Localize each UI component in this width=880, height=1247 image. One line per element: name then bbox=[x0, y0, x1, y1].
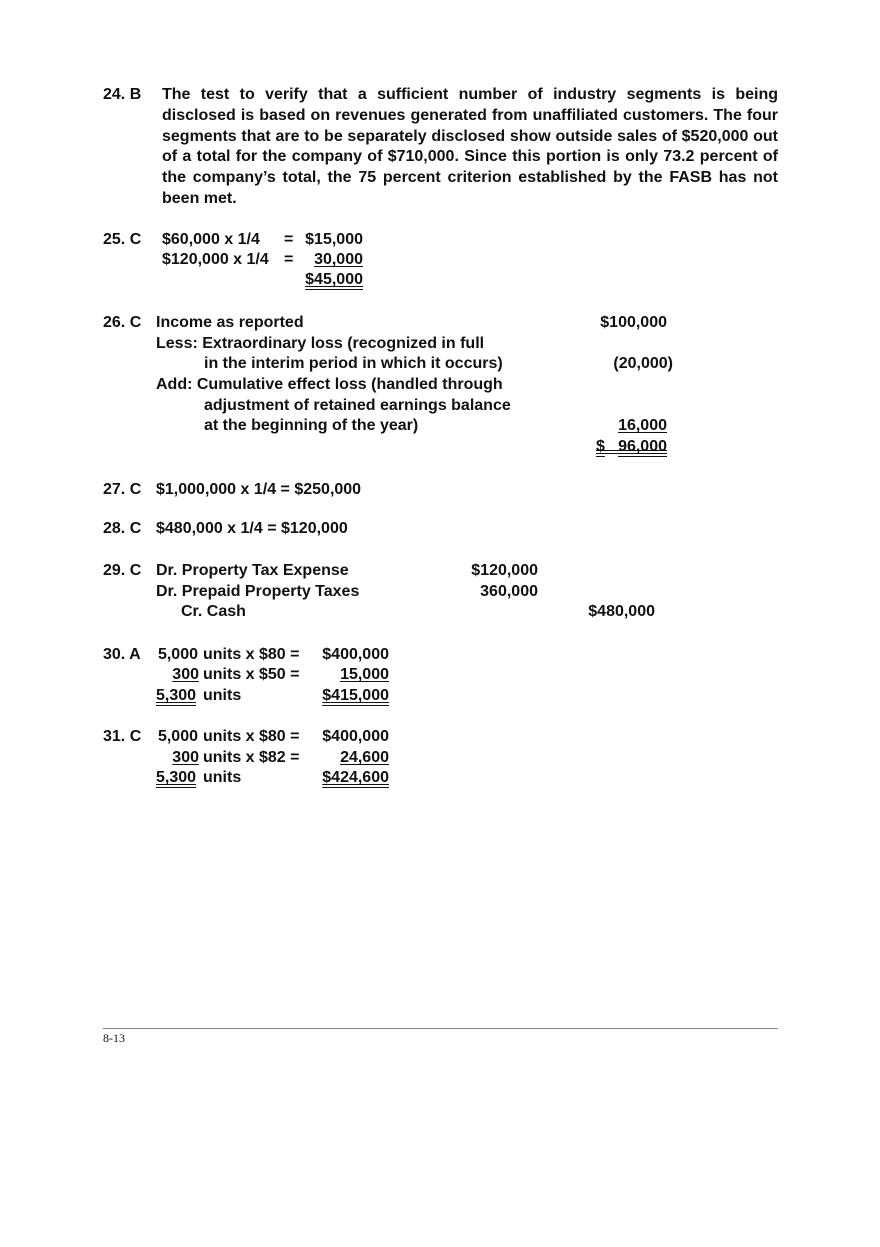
q31-row1-units: 5,000 bbox=[157, 728, 198, 745]
footer-rule bbox=[103, 1028, 778, 1029]
q28-text: $480,000 x 1/4 = $120,000 bbox=[156, 520, 348, 537]
q30-total-value: $415,000 bbox=[322, 687, 389, 704]
q31-row2-units: 300 bbox=[172, 749, 199, 766]
q30-row1-units: 5,000 bbox=[157, 646, 198, 663]
q27-label: 27. C bbox=[103, 481, 142, 498]
q29-entry-2: Dr. Prepaid Property Taxes bbox=[156, 583, 360, 600]
q29-entry-3-value: $480,000 bbox=[588, 603, 655, 620]
q28-label: 28. C bbox=[103, 520, 142, 537]
q30-label: 30. A bbox=[103, 646, 141, 663]
q29-entry-2-value: 360,000 bbox=[480, 583, 538, 600]
q26-value-3: 16,000 bbox=[618, 417, 667, 434]
q29-entry-3: Cr. Cash bbox=[181, 603, 246, 620]
q30-total-text: units bbox=[203, 687, 242, 704]
q25-expr-1: $60,000 x 1/4 bbox=[162, 231, 260, 248]
q26-line-5: adjustment of retained earnings balance bbox=[204, 397, 511, 414]
q31-total-value: $424,600 bbox=[322, 769, 389, 786]
q31-label: 31. C bbox=[103, 728, 142, 745]
q29-entry-1-value: $120,000 bbox=[471, 562, 538, 579]
q30-row1-text: units x $80 = bbox=[203, 646, 300, 663]
q31-row2-units-cell bbox=[156, 748, 199, 768]
q25-value-2: 30,000 bbox=[314, 251, 363, 268]
q27-text: $1,000,000 x 1/4 = $250,000 bbox=[156, 481, 362, 498]
q31-total-units: 5,300 bbox=[156, 769, 197, 786]
q26-line-1: Income as reported bbox=[156, 314, 304, 331]
q25-label: 25. C bbox=[103, 231, 142, 248]
q30-row2-value: 15,000 bbox=[340, 666, 389, 683]
q25-value-1: $15,000 bbox=[305, 231, 363, 248]
q30-total-units: 5,300 bbox=[156, 687, 197, 704]
q25-expr-2: $120,000 x 1/4 bbox=[162, 251, 269, 268]
q30-row1-value: $400,000 bbox=[322, 646, 389, 663]
q26-line-6: at the beginning of the year) bbox=[204, 417, 419, 434]
q31-row2-text: units x $82 = bbox=[203, 749, 300, 766]
q31-total-text: units bbox=[203, 769, 242, 786]
q26-total-double-rule bbox=[596, 450, 667, 454]
q26-line-2: Less: Extraordinary loss (recognized in full bbox=[156, 335, 485, 352]
q30-row2-text: units x $50 = bbox=[203, 666, 300, 683]
q24-answer-text: The test to verify that a sufficient number of industry segments is being disclosed is based on revenues generated from unaffiliated customers. The four segments that are to be separately disclosed show outside sales of $520,000 out of a total for the company of $710,000. Since this portion is only 73.2 percent of the company’s total, the 75 percent criterion established by the FASB has not been met. bbox=[162, 86, 778, 207]
q26-label: 26. C bbox=[103, 314, 142, 331]
q26-total-dollar: $ bbox=[596, 438, 605, 455]
q30-row2-units-cell bbox=[156, 665, 199, 685]
q26-value-2: (20,000) bbox=[613, 355, 673, 372]
q26-line-4: Add: Cumulative effect loss (handled through bbox=[156, 376, 503, 393]
q26-total: 96,000 bbox=[618, 438, 667, 455]
q29-label: 29. C bbox=[103, 562, 142, 579]
q26-value-1: $100,000 bbox=[600, 314, 667, 331]
q31-row1-value: $400,000 bbox=[322, 728, 389, 745]
q24-label: 24. B bbox=[103, 86, 142, 103]
q25-eq-2: = bbox=[284, 251, 294, 268]
page-number: 8-13 bbox=[103, 1031, 125, 1045]
q26-line-3: in the interim period in which it occurs) bbox=[204, 355, 503, 372]
q25-total: $45,000 bbox=[305, 271, 363, 288]
q31-row1-text: units x $80 = bbox=[203, 728, 300, 745]
q29-entry-1: Dr. Property Tax Expense bbox=[156, 562, 349, 579]
q31-row2-value: 24,600 bbox=[340, 749, 389, 766]
q25-eq-1: = bbox=[284, 231, 294, 248]
q30-row2-units: 300 bbox=[172, 666, 199, 683]
